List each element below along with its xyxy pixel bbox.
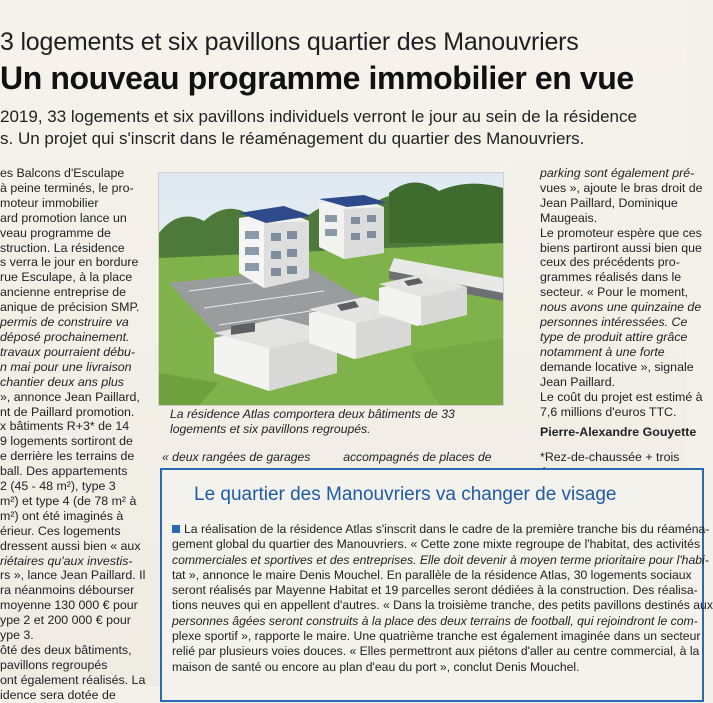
- text-line: anique de précision SMP.: [0, 300, 140, 315]
- article-lead: [0, 106, 686, 150]
- text-line: veau programme de: [0, 225, 111, 240]
- text-line: ont également réalisés. La: [0, 672, 146, 687]
- text-line: déposé prochainement.: [0, 329, 130, 344]
- middle-column-text: [162, 450, 540, 464]
- text-line: ra néanmoins débourser: [0, 583, 135, 598]
- text-line: grammes réalisés dans le: [540, 270, 682, 285]
- lead-line: s. Un projet qui s'inscrit dans le réaménagement du quartier des Manouvriers.: [0, 129, 585, 148]
- text-line: nous avons une quinzaine de: [540, 300, 702, 315]
- sidebar-box: [160, 468, 713, 702]
- box-line: relié par plusieurs voies douces. « Elles permettront aux piétons d'aller au centre commercial, à la: [172, 644, 700, 659]
- text-line: 7,6 millions d'euros TTC.: [540, 404, 677, 419]
- box-line: tat », annonce le maire Denis Mouchel. En parallèle de la résidence Atlas, 30 logements sociaux: [172, 567, 692, 582]
- text-line: ard promotion lance un: [0, 210, 127, 225]
- lead-line: 2019, 33 logements et six pavillons individuels verront le jour au sein de la résidence: [0, 107, 637, 126]
- text-line: », annonce Jean Paillard,: [0, 389, 140, 404]
- box-line: commerciales et sportives et des entreprises. Elle doit devenir à moyen terme prioritaire pour l'habi-: [172, 552, 709, 567]
- text-line: rs », lance Jean Paillard. Il: [0, 568, 146, 583]
- text-line: érieur. Ces logements: [0, 523, 121, 538]
- text-line: type de produit attire grâce: [540, 329, 688, 344]
- text-line: Maugeais.: [540, 210, 598, 225]
- text-line: pavillons regroupés: [0, 657, 108, 672]
- text-line: personnes intéressées. Ce: [540, 315, 688, 330]
- text-line: travaux pourraient débu-: [0, 344, 136, 359]
- text-line: n mai pour une livraison: [0, 359, 132, 374]
- text-line: dressent aussi bien « aux: [0, 538, 141, 553]
- box-line: tions neuves qui en appellent d'autres. « Dans la troisième tranche, des petits pavillons destinés aux: [172, 598, 713, 613]
- text-line: moyenne 130 000 € pour: [0, 598, 138, 613]
- square-bullet-icon: [172, 525, 180, 533]
- text-line: vues », ajoute le bras droit de: [540, 180, 703, 195]
- text-line: ôté des deux bâtiments,: [0, 643, 132, 657]
- text-line: demande locative », signale: [540, 359, 694, 374]
- text-line: m²) et type 4 (de 78 m² à: [0, 493, 137, 508]
- text-line: notamment à une forte: [540, 344, 665, 359]
- text-line: m²) ont été imaginés à: [0, 508, 124, 523]
- text-line: Jean Paillard, Dominique: [540, 195, 678, 210]
- text-line: s verra le jour en bordure: [0, 255, 139, 270]
- text-line: nt de Paillard promotion.: [0, 404, 135, 419]
- box-body: [172, 522, 713, 675]
- text-line: Le coût du projet est estimé à: [540, 389, 703, 404]
- box-line: gement global du quartier des Manouvriers. « Cette zone mixte regroupe de l'habitat, des activités: [172, 537, 701, 552]
- text-line: Le promoteur espère que ces: [540, 225, 702, 240]
- text-line: à peine terminés, le pro-: [0, 180, 134, 195]
- middle-text-right: accompagnés de places de: [343, 450, 492, 464]
- text-line: ceux des précédents pro-: [540, 255, 680, 270]
- article-headline: Un nouveau programme immobilier en vue: [0, 60, 634, 96]
- rendering-illustration: [159, 173, 503, 405]
- text-line: struction. La résidence: [0, 240, 125, 255]
- text-line: e derrière les terrains de: [0, 449, 135, 464]
- text-line: x bâtiments R+3* de 14: [0, 419, 130, 434]
- text-line: riétaires qu'aux investis-: [0, 553, 133, 568]
- box-line: seront réalisés par Mayenne Habitat et 19 parcelles seront dédiées à la construction. Des réalisa-: [172, 583, 698, 598]
- residence-rendering-image: [158, 172, 504, 406]
- article-kicker: 3 logements et six pavillons quartier des Manouvriers: [0, 28, 579, 56]
- left-column: [0, 166, 152, 703]
- text-line: 2 (45 - 48 m²), type 3: [0, 479, 116, 494]
- box-line: personnes âgées seront construits à la place des deux terrains de football, qui rejoindront le com-: [172, 613, 698, 628]
- caption-line: logements et six pavillons regroupés.: [170, 422, 371, 436]
- text-line: biens partiront aussi bien que: [540, 240, 702, 255]
- photo-caption: [170, 407, 500, 437]
- box-line: La réalisation de la résidence Atlas s'inscrit dans le cadre de la première tranche bis du réaména-: [172, 522, 697, 537]
- text-line: parking sont également pré-: [540, 166, 695, 180]
- text-line: 9 logements sortiront de: [0, 434, 133, 449]
- text-line: ype 2 et 200 000 € pour: [0, 613, 131, 628]
- text-line: es Balcons d'Esculape: [0, 166, 125, 180]
- right-column: [540, 166, 703, 480]
- caption-line: La résidence Atlas comportera deux bâtiments de 33: [170, 407, 455, 421]
- text-line: idence sera dotée de: [0, 687, 116, 702]
- text-line: rue Esculape, à la place: [0, 270, 133, 285]
- footnote-line: *Rez-de-chaussée + trois: [540, 450, 680, 465]
- text-line: Jean Paillard.: [540, 374, 616, 389]
- text-line: secteur. « Pour le moment,: [540, 285, 689, 300]
- text-line: chantier deux ans plus: [0, 374, 124, 389]
- middle-text-left: « deux rangées de garages: [162, 450, 311, 464]
- box-line: plexe sportif », rapporte le maire. Une quatrième tranche est également imaginée dans un secteur: [172, 629, 701, 644]
- author-signature: Pierre-Alexandre Gouyette: [540, 425, 697, 440]
- text-line: ancienne entreprise de: [0, 285, 127, 300]
- text-line: permis de construire va: [0, 315, 129, 330]
- text-line: ball. Des appartements: [0, 464, 128, 479]
- box-line: maison de santé ou encore au plan d'eau du port », conclut Denis Mouchel.: [172, 659, 580, 674]
- text-line: ype 3.: [0, 628, 34, 643]
- box-title: Le quartier des Manouvriers va changer de visage: [194, 484, 617, 505]
- text-line: moteur immobilier: [0, 195, 99, 210]
